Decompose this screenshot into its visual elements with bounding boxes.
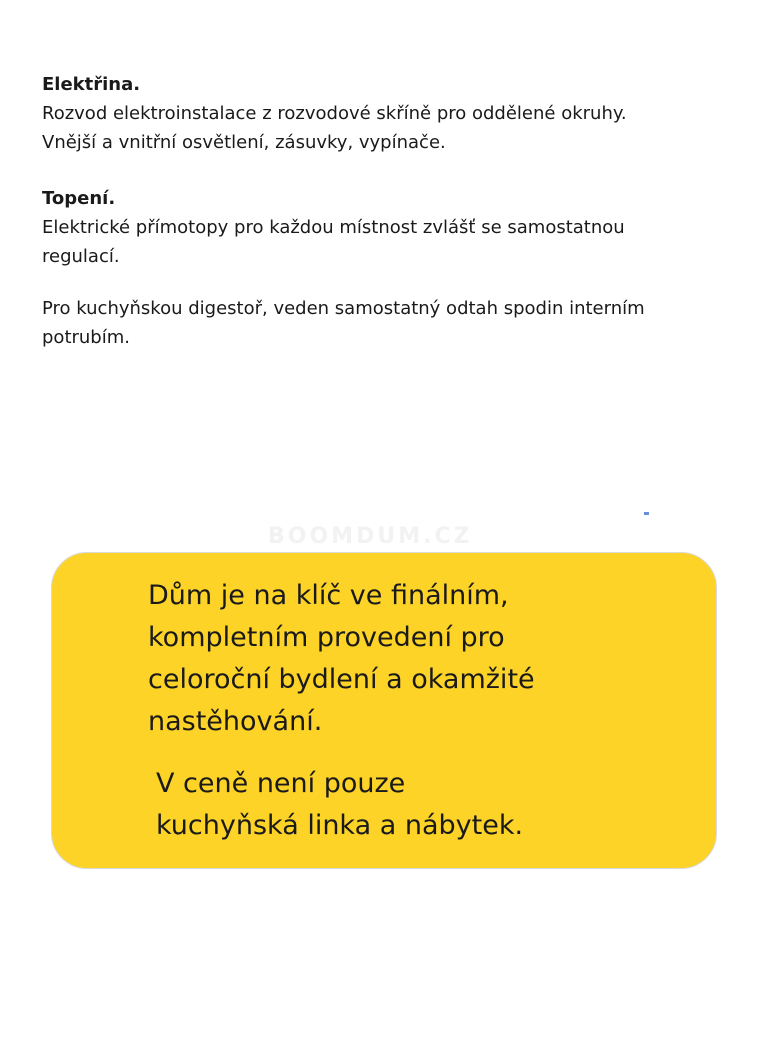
callout-note-text: [156, 763, 523, 847]
section-text-line: Pro kuchyňskou digestoř, veden samostatný odtah spodin interním: [42, 298, 645, 319]
highlight-callout: [51, 552, 717, 869]
blue-mark-decoration: [644, 512, 649, 515]
callout-line: kompletním provedení pro: [148, 622, 505, 653]
watermark: BOOMDUM.CZ: [268, 524, 473, 549]
callout-line: nastěhování.: [148, 706, 323, 737]
section-topeni: [42, 184, 732, 271]
section-text-line: regulací.: [42, 246, 120, 267]
section-text-line: potrubím.: [42, 327, 130, 348]
section-heading-elektrina: Elektřina.: [42, 74, 141, 95]
section-elektrina: [42, 70, 732, 157]
callout-note-line: kuchyňská linka a nábytek.: [156, 810, 524, 841]
callout-line: Dům je na klíč ve finálním,: [148, 580, 509, 611]
callout-line: celoroční bydlení a okamžité: [148, 664, 535, 695]
callout-main-text: [148, 575, 535, 743]
section-text-line: Vnější a vnitřní osvětlení, zásuvky, vypínače.: [42, 132, 446, 153]
section-text-line: Elektrické přímotopy pro každou místnost zvlášť se samostatnou: [42, 217, 625, 238]
callout-note-line: V ceně není pouze: [156, 768, 406, 799]
section-heading-topeni: Topení.: [42, 188, 116, 209]
section-text-line: Rozvod elektroinstalace z rozvodové skříně pro oddělené okruhy.: [42, 103, 627, 124]
section-digestor: [42, 294, 732, 352]
